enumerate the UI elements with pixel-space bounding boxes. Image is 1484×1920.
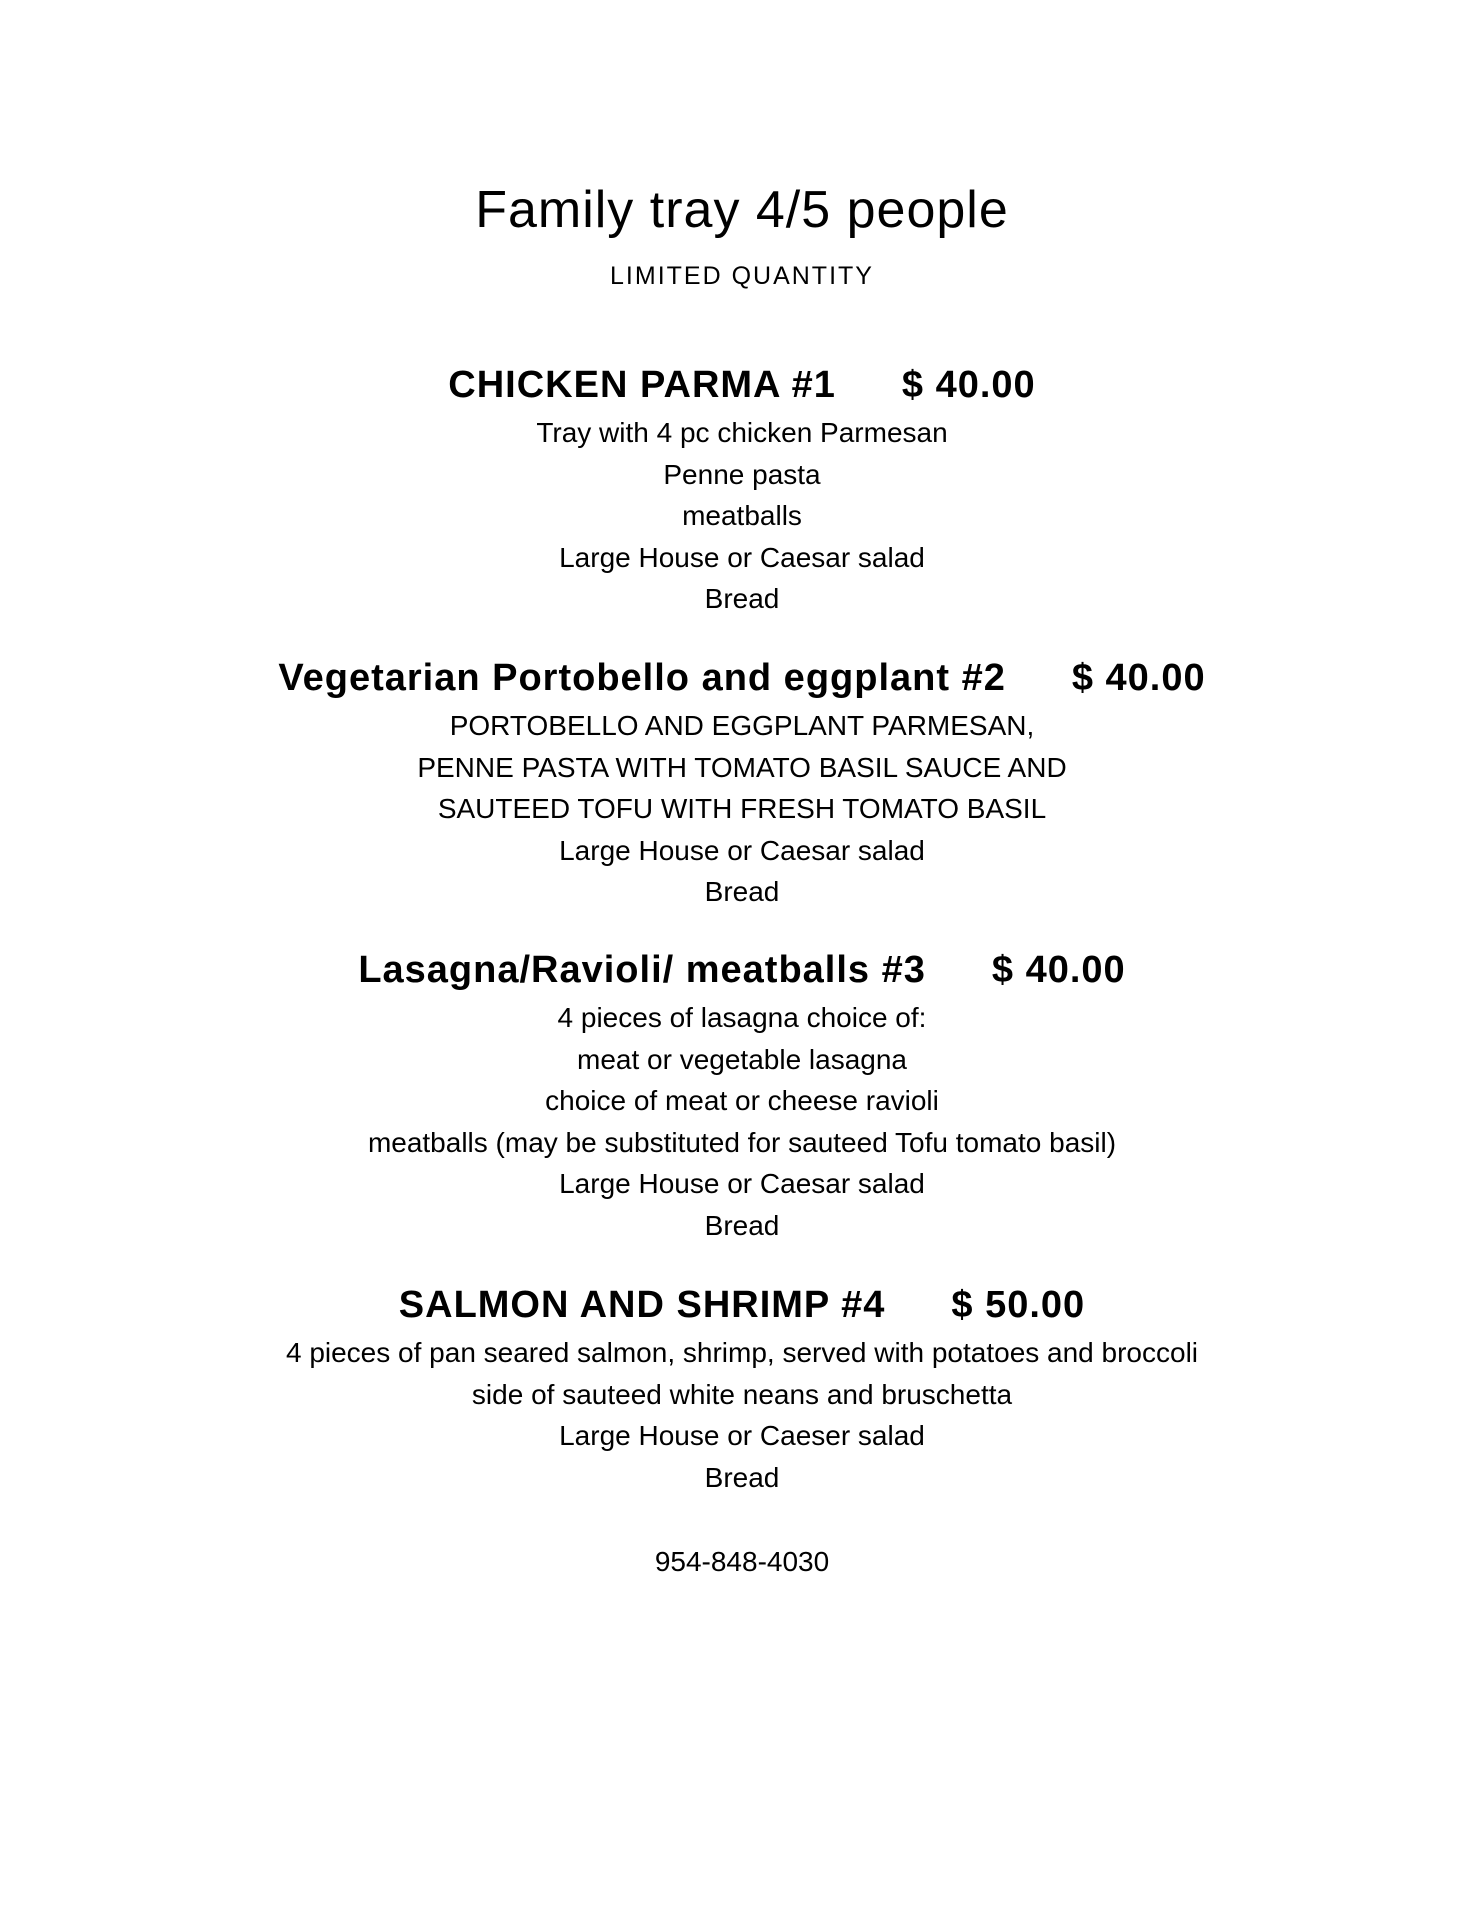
menu-item-line: PORTOBELLO AND EGGPLANT PARMESAN, [449, 710, 1035, 741]
menu-item-line: PENNE PASTA WITH TOMATO BASIL SAUCE AND [417, 751, 1067, 783]
menu-item-line: Tray with 4 pc chicken Parmesan [536, 417, 948, 448]
menu-item-line: 4 pieces of pan seared salmon, shrimp, served with potatoes and broccoli [285, 1337, 1199, 1368]
menu-item-name: Vegetarian Portobello and eggplant #2 [278, 657, 1006, 699]
menu-item-line: Penne pasta [663, 458, 821, 490]
page-title: Family tray 4/5 people [475, 181, 1009, 239]
menu-item-line: Large House or Caesar salad [559, 1168, 925, 1199]
page-subtitle: LIMITED QUANTITY [610, 262, 874, 290]
menu-item-line: Large House or Caesar salad [559, 541, 925, 573]
menu-item-name: Lasagna/Ravioli/ meatballs #3 [358, 949, 926, 991]
menu-item-name: SALMON AND SHRIMP #4 [398, 1284, 886, 1326]
menu-item-price: $ 40.00 [1071, 657, 1206, 699]
menu-item-line: meat or vegetable lasagna [577, 1043, 907, 1075]
menu-item-heading [0, 360, 1484, 410]
menu-item-chicken-parma [0, 360, 1484, 620]
menu-item-line: meatballs (may be substituted for sauteed Tofu tomato basil) [367, 1126, 1117, 1158]
menu-item-line: side of sauteed white neans and bruschetta [471, 1378, 1013, 1410]
menu-item-heading [0, 945, 1484, 995]
menu-item-line: Large House or Caeser salad [559, 1420, 925, 1451]
menu-item-line: Bread [704, 1209, 780, 1241]
menu-item-line: meatballs [682, 500, 802, 531]
menu-item-line: Bread [704, 876, 780, 907]
menu-item-line: SAUTEED TOFU WITH FRESH TOMATO BASIL [437, 793, 1047, 824]
menu-item-name: CHICKEN PARMA #1 [448, 364, 836, 406]
menu-item-line: Bread [704, 583, 780, 614]
menu-item-heading [0, 653, 1484, 703]
menu-item-line: Bread [704, 1461, 780, 1493]
menu-item-price: $ 40.00 [901, 364, 1036, 406]
phone-number: 954-848-4030 [654, 1546, 830, 1577]
menu-item-line: 4 pieces of lasagna choice of: [557, 1002, 927, 1033]
menu-item-heading [0, 1280, 1484, 1330]
menu-item-price: $ 50.00 [951, 1284, 1086, 1326]
menu-item-line: choice of meat or cheese ravioli [545, 1085, 939, 1116]
menu-item-salmon-shrimp [0, 1280, 1484, 1498]
menu-item-line: Large House or Caesar salad [559, 834, 925, 866]
menu-item-price: $ 40.00 [991, 949, 1126, 991]
menu-item-lasagna [0, 945, 1484, 1246]
menu-item-vegetarian [0, 653, 1484, 913]
